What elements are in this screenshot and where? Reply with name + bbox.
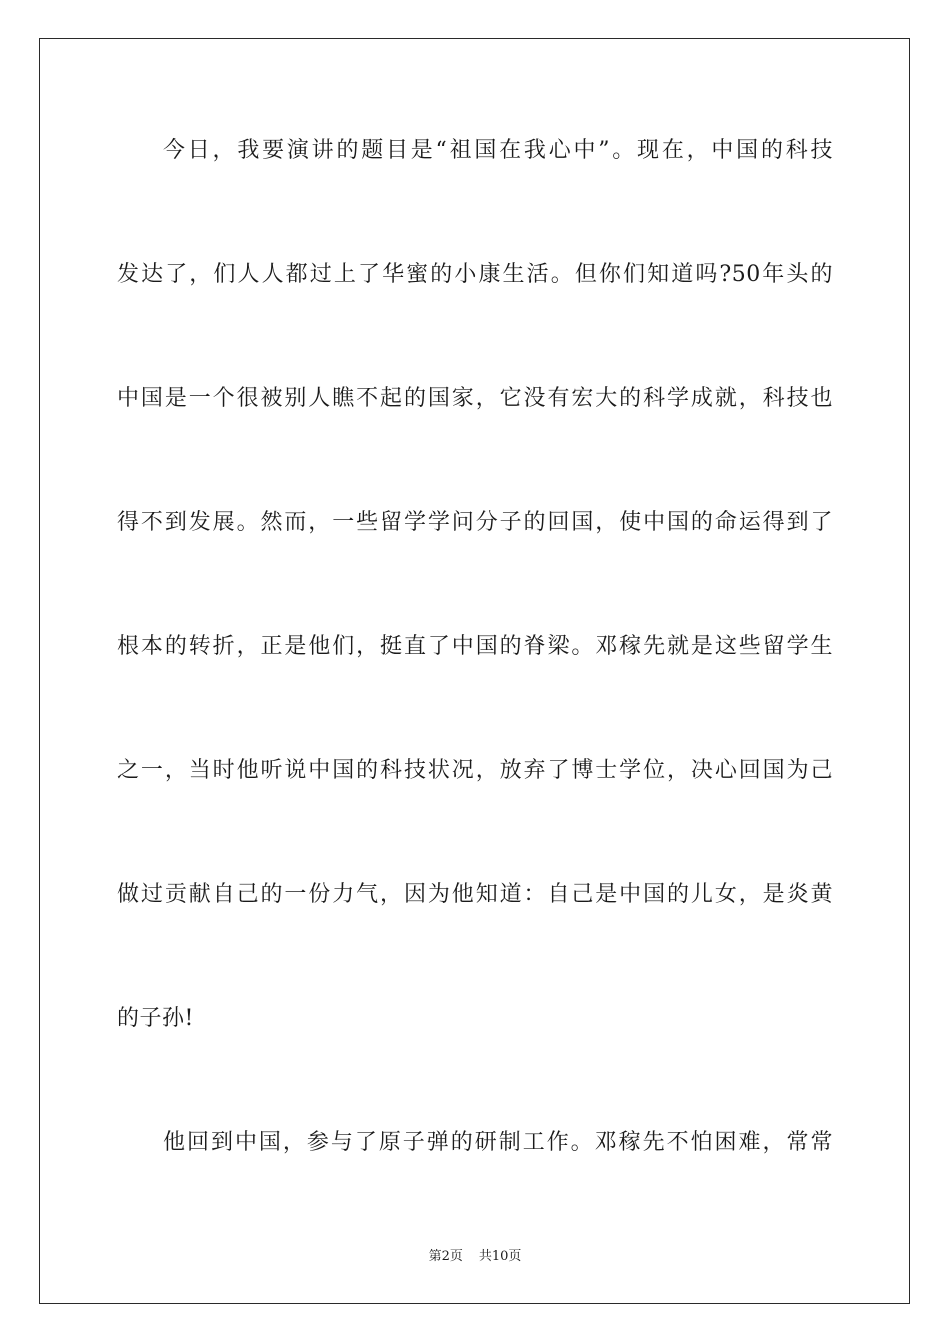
paragraph-1-line-3: 中国是一个很被别人瞧不起的国家，它没有宏大的科学成就，科技也: [117, 386, 833, 411]
paragraph-1-line-7: 做过贡献自己的一份力气，因为他知道：自己是中国的儿女，是炎黄: [117, 882, 833, 907]
paragraph-1-line-1: 今日，我要演讲的题目是“祖国在我心中”。现在，中国的科技: [163, 138, 833, 163]
paragraph-1-line-8: 的子孙!: [117, 1006, 194, 1031]
paragraph-2-line-1: 他回到中国，参与了原子弹的研制工作。邓稼先不怕困难，常常: [163, 1130, 833, 1155]
page-number: 第2页: [428, 1249, 463, 1264]
page-total: 共10页: [478, 1249, 522, 1264]
paragraph-1-line-6: 之一，当时他听说中国的科技状况，放弃了博士学位，决心回国为己: [117, 758, 833, 783]
page-border: [39, 38, 910, 1304]
page-footer: [0, 1248, 950, 1266]
paragraph-1-line-4: 得不到发展。然而，一些留学学问分子的回国，使中国的命运得到了: [117, 510, 833, 535]
paragraph-1-line-5: 根本的转折，正是他们，挺直了中国的脊梁。邓稼先就是这些留学生: [117, 634, 833, 659]
paragraph-1-line-2: 发达了，们人人都过上了华蜜的小康生活。但你们知道吗?50年头的: [117, 262, 833, 287]
